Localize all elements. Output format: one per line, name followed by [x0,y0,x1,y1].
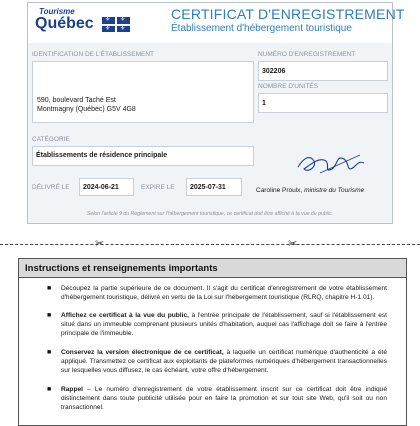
instruction-text: à laquelle un certificat numérique d'authenticité a été appliqué. Transmettez ce certificat aux exploitants de plateformes numériques d'hébergement transactionnelles sur lesquelles vous diffusez, le cas échéant, votre offre d'hébergement. [61,349,387,374]
identification-label: IDENTIFICATION DE L'ÉTABLISSEMENT [32,51,154,58]
registration-number-label: NUMÉRO D'ENREGISTREMENT [258,51,356,58]
certificate-title: CERTIFICAT D'ENREGISTREMENT [171,6,405,22]
address-line-2: Montmagny (Québec) G5V 4G8 [37,106,136,113]
category-label: CATÉGORIE [32,136,70,143]
expires-label: EXPIRE LE [141,184,175,191]
instruction-text: – Le numéro d'enregistrement de votre établissement inscrit sur ce certificat doit être indiqué distinctement dans toute publicité utilisée pour en faire la promotion et sur tout site Web, qu'il soit ou non transactionnel. [61,386,387,411]
certificate-subtitle: Établissement d'hébergement touristique [171,23,352,34]
issued-date: 2024-06-21 [83,184,119,191]
signatory [256,187,364,194]
bullet-icon: ■ [47,386,52,393]
category-box [32,146,254,166]
expires-date: 2025-07-31 [190,184,226,191]
minister-signature [290,143,370,183]
instruction-text: à l'entrée principale de l'établissement, sauf si l'établissement est situé dans un immeuble comprenant plusieurs unités d'habitation, auquel cas l'affichage doit se faire à l'entrée principale de l'immeuble. [61,312,387,337]
instruction-lead: Conservez la version électronique de ce certificat, [61,349,224,356]
instruction-text: Découpez la partie supérieure de ce document. Il s'agit du certificat d'enregistrement de votre établissement d'hébergement touristique, délivré en vertu de la Loi sur l'hébergement touristique (RLRQ, chapitre H-1.01). [61,285,387,301]
address-line-1: 590, boulevard Taché Est [37,97,116,104]
instructions-header [19,259,406,278]
instruction-item [61,348,387,375]
category-value: Établissements de résidence principale [36,152,168,159]
registration-number: 302206 [262,68,286,75]
bullet-icon: ■ [47,312,52,319]
fleurdelise-flag-icon: ⚜ ⚜ ⚜ ⚜ [102,17,130,32]
establishment-address-box [32,61,254,123]
registration-certificate [27,2,405,224]
registration-number-box [258,61,388,81]
instructions-panel [18,258,407,426]
expires-date-box [186,178,242,196]
bullet-icon: ■ [47,285,52,292]
units-label: NOMBRE D'UNITÉS [258,83,319,90]
instruction-item [61,311,387,338]
signatory-name: Caroline Proulx, [256,187,303,194]
units-value: 1 [262,100,266,107]
issued-label: DÉLIVRÉ LE [32,184,70,191]
quebec-tourism-logo [33,7,143,37]
display-requirement-footnote: Selon l'article 9 du Règlement sur l'hébergement touristique, ce certificat doit être affiché à la vue du public. [86,211,334,217]
instruction-item [61,284,387,302]
instruction-lead: Affichez ce certificat à la vue du public, [61,312,189,319]
certificate-header [28,3,405,43]
instruction-lead: Rappel [61,386,83,393]
issued-date-box [79,178,134,196]
scissors-icon: ✂ [95,238,105,250]
signatory-title: ministre du Tourisme [304,187,365,194]
cut-line [0,244,420,245]
instruction-item [61,385,387,412]
instructions-title: Instructions et renseignements importants [25,263,218,274]
logo-tourisme-text: Tourisme [39,7,75,16]
bullet-icon: ■ [47,349,52,356]
scissors-icon: ✂ [288,238,298,250]
logo-quebec-text: Québec [35,15,94,32]
units-box [258,93,388,113]
